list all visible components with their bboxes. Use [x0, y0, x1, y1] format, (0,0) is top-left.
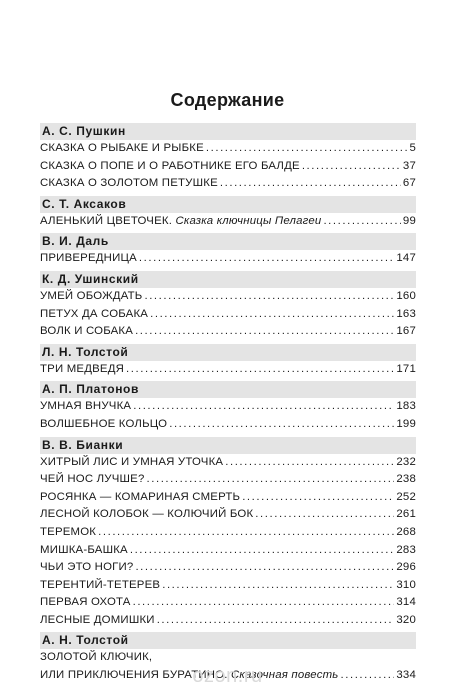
entry-title: ЛЕСНОЙ КОЛОБОК — КОЛЮЧИЙ БОК: [40, 508, 254, 521]
dot-leader: [150, 306, 394, 324]
entry-title: АЛЕНЬКИЙ ЦВЕТОЧЕК.: [40, 214, 173, 227]
dot-leader: [302, 158, 401, 176]
toc-entry[interactable]: [40, 288, 416, 306]
toc-entry[interactable]: [40, 524, 416, 542]
entry-title: ТЕРЕМОК: [40, 525, 97, 538]
toc-entry[interactable]: [40, 454, 416, 472]
toc-entry[interactable]: [40, 158, 416, 176]
section-author: А. П. Платонов: [40, 381, 416, 398]
entry-title: СКАЗКА О ПОПЕ И О РАБОТНИКЕ ЕГО БАЛДЕ: [40, 159, 300, 172]
toc-entry[interactable]: [40, 361, 416, 379]
toc-entry[interactable]: [40, 140, 416, 158]
section-author: В. И. Даль: [40, 233, 416, 250]
toc-entry[interactable]: [40, 612, 416, 630]
dot-leader: [126, 361, 394, 379]
toc-entry[interactable]: [40, 506, 416, 524]
entry-title: ПЕТУХ ДА СОБАКА: [40, 307, 149, 320]
toc-entry[interactable]: [40, 213, 416, 231]
dot-leader: [139, 250, 394, 268]
entry-title: СКАЗКА О ЗОЛОТОМ ПЕТУШКЕ: [40, 177, 218, 190]
entry-title: ТРИ МЕДВЕДЯ: [40, 362, 125, 375]
dot-leader: [225, 454, 394, 472]
entry-title: ВОЛШЕБНОЕ КОЛЬЦО: [40, 417, 168, 430]
toc-entry[interactable]: [40, 175, 416, 193]
entry-subtitle: Сказочная повесть: [230, 669, 339, 682]
entry-title: УМНАЯ ВНУЧКА: [40, 400, 132, 413]
entry-title: ЗОЛОТОЙ КЛЮЧИК,: [40, 651, 153, 664]
dot-leader: [255, 506, 394, 524]
toc-entry[interactable]: [40, 250, 416, 268]
dot-leader: [144, 288, 394, 306]
dot-leader: [130, 542, 395, 560]
page-number: 283: [396, 543, 416, 556]
page-number: 171: [396, 362, 416, 375]
section-author: А. С. Пушкин: [40, 123, 416, 140]
entry-title: ВОЛК И СОБАКА: [40, 325, 134, 338]
toc-entry[interactable]: [40, 594, 416, 612]
page-number: 99: [402, 214, 416, 227]
entry-title: СКАЗКА О РЫБАКЕ И РЫБКЕ: [40, 142, 204, 154]
entry-title: ПЕРВАЯ ОХОТА: [40, 596, 131, 609]
page-number: 37: [402, 159, 416, 172]
toc-entry[interactable]: [40, 577, 416, 595]
page-number: 268: [396, 525, 416, 538]
page-number: 310: [396, 578, 416, 591]
dot-leader: [206, 140, 408, 158]
page-number: 160: [396, 289, 416, 302]
entry-title: УМЕЙ ОБОЖДАТЬ: [40, 289, 143, 302]
toc-entry[interactable]: [40, 398, 416, 416]
entry-title: ПРИВЕРЕДНИЦА: [40, 252, 137, 265]
dot-leader: [133, 398, 394, 416]
toc-entry[interactable]: [40, 471, 416, 489]
page-number: 183: [396, 400, 416, 413]
toc-entry[interactable]: [40, 542, 416, 560]
toc-entry[interactable]: [40, 489, 416, 507]
page-number: 261: [396, 508, 416, 521]
page-number: 199: [396, 417, 416, 430]
toc-entry[interactable]: [40, 306, 416, 324]
page-title: Содержание: [170, 90, 285, 110]
page-number: 296: [396, 561, 416, 574]
entry-title: МИШКА-БАШКА: [40, 543, 128, 556]
dot-leader: [147, 471, 395, 489]
toc-entry[interactable]: [40, 416, 416, 434]
section-author: К. Д. Ушинский: [40, 271, 416, 288]
dot-leader: [135, 559, 394, 577]
entry-title: ЧЕЙ НОС ЛУЧШЕ?: [40, 473, 145, 486]
watermark: ozon.ru: [192, 665, 263, 687]
entry-title: ЧЬИ ЭТО НОГИ?: [40, 561, 134, 574]
dot-leader: [98, 524, 394, 542]
dot-leader: [135, 323, 394, 341]
entry-title: ЛЕСНЫЕ ДОМИШКИ: [40, 613, 155, 626]
dot-leader: [220, 175, 401, 193]
page-number: 334: [396, 669, 416, 682]
entry-title: ИЛИ ПРИКЛЮЧЕНИЯ БУРАТИНО.: [40, 669, 228, 682]
dot-leader: [169, 416, 394, 434]
page-number: 167: [396, 325, 416, 338]
dot-leader: [242, 489, 394, 507]
section-author: В. В. Бианки: [40, 437, 416, 454]
page-number: 238: [396, 473, 416, 486]
section-author: С. Т. Аксаков: [40, 196, 416, 213]
section-author: Л. Н. Толстой: [40, 344, 416, 361]
entry-subtitle: Сказка ключницы Пелагеи: [175, 214, 322, 227]
page-number: 147: [396, 252, 416, 265]
page-number: 320: [396, 613, 416, 626]
dot-leader: [162, 577, 394, 595]
page-number: 314: [396, 596, 416, 609]
page-number: 163: [396, 307, 416, 320]
table-of-contents: [40, 123, 416, 685]
entry-title: ТЕРЕНТИЙ-ТЕТЕРЕВ: [40, 578, 161, 591]
page-number: 252: [396, 490, 416, 503]
entry-title: ХИТРЫЙ ЛИС И УМНАЯ УТОЧКА: [40, 455, 224, 468]
entry-title: РОСЯНКА — КОМАРИНАЯ СМЕРТЬ: [40, 490, 241, 503]
toc-entry[interactable]: [40, 559, 416, 577]
dot-leader: [157, 612, 395, 630]
section-author: А. Н. Толстой: [40, 632, 416, 649]
page-number: 67: [402, 177, 416, 190]
page-number: 232: [396, 455, 416, 468]
dot-leader: [133, 594, 395, 612]
toc-entry[interactable]: [40, 323, 416, 341]
dot-leader: [323, 213, 400, 231]
page-number: 5: [409, 142, 416, 154]
